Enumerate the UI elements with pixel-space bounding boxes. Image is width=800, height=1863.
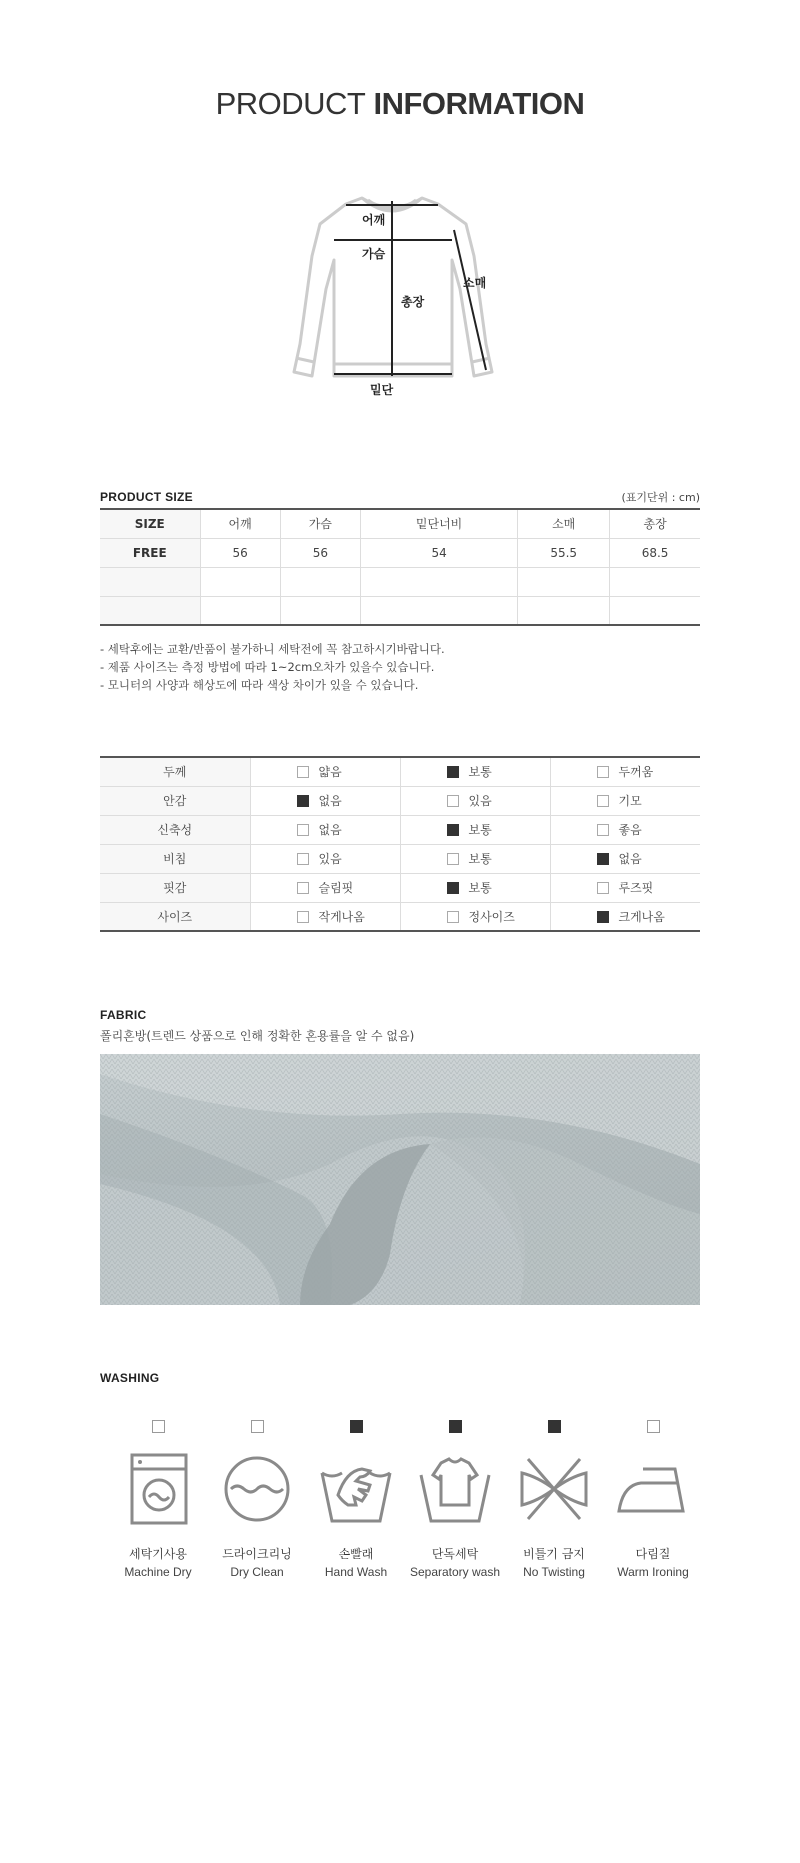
option-label: 있음 <box>468 794 492 808</box>
size-cell <box>200 567 280 596</box>
size-cell: 56 <box>200 538 280 567</box>
note-line: - 모니터의 사양과 해상도에 따라 색상 차이가 있을 수 있습니다. <box>100 678 419 692</box>
checkbox-checked <box>447 882 459 894</box>
note-line: - 세탁후에는 교환/반품이 불가하니 세탁전에 꼭 참고하시기바랍니다. <box>100 642 445 656</box>
option-label: 두꺼움 <box>618 765 654 780</box>
label-shoulder: 어깨 <box>362 213 386 227</box>
size-table-header <box>100 509 700 538</box>
size-cell <box>361 567 518 596</box>
wash-label-kr: 세탁기사용 <box>129 1547 187 1561</box>
size-notes <box>100 640 445 694</box>
option-label: 얇음 <box>318 765 342 780</box>
option-label: 보통 <box>468 823 492 837</box>
title-bold: INFORMATION <box>373 86 585 121</box>
size-cell: 55.5 <box>518 538 610 567</box>
wash-label-kr: 단독세탁 <box>431 1547 479 1561</box>
unit-note: (표기단위 : cm) <box>621 491 700 504</box>
wash-item-hand-wash <box>301 1420 411 1579</box>
machine-dry-icon <box>118 1451 198 1527</box>
property-option <box>250 815 400 844</box>
size-cell <box>100 596 200 625</box>
measurement-diagram <box>290 194 510 434</box>
size-header-cell: 어깨 <box>200 509 280 538</box>
table-row <box>100 902 700 931</box>
property-option <box>550 902 700 931</box>
table-row <box>100 757 700 786</box>
size-table <box>100 508 700 626</box>
property-option <box>550 815 700 844</box>
table-row <box>100 844 700 873</box>
size-cell <box>280 567 360 596</box>
property-option <box>550 844 700 873</box>
wash-label-kr: 드라이크리닝 <box>222 1547 292 1561</box>
size-header-cell: 밑단너비 <box>361 509 518 538</box>
wash-checkbox <box>647 1420 660 1433</box>
label-hem: 밑단 <box>370 383 394 397</box>
table-row <box>100 786 700 815</box>
wash-item-warm-ironing <box>598 1420 708 1579</box>
label-sleeve: 소매 <box>463 276 487 290</box>
size-header-cell: 소매 <box>518 509 610 538</box>
checkbox-unchecked <box>447 911 459 923</box>
table-row <box>100 815 700 844</box>
table-row <box>100 873 700 902</box>
option-label: 있음 <box>318 852 342 866</box>
property-option <box>250 873 400 902</box>
wash-label-en: Warm Ironing <box>617 1565 689 1579</box>
fabric-label: FABRIC <box>100 1008 147 1022</box>
page-title <box>0 86 800 122</box>
wash-label-kr: 다림질 <box>635 1547 671 1561</box>
option-label: 크게나옴 <box>618 909 665 924</box>
property-option <box>550 786 700 815</box>
sweater-illustration <box>290 194 510 434</box>
option-label: 슬림핏 <box>318 881 354 895</box>
property-option <box>550 757 700 786</box>
property-option <box>400 757 550 786</box>
washing-label: WASHING <box>100 1371 160 1385</box>
checkbox-checked <box>597 911 609 923</box>
property-option <box>250 757 400 786</box>
table-row <box>100 538 700 567</box>
property-option <box>550 873 700 902</box>
size-cell <box>518 596 610 625</box>
table-row <box>100 567 700 596</box>
property-label: 신축성 <box>100 815 250 844</box>
checkbox-unchecked <box>597 766 609 778</box>
option-label: 없음 <box>318 823 342 837</box>
size-cell <box>200 596 280 625</box>
wash-checkbox <box>548 1420 561 1433</box>
property-label: 사이즈 <box>100 902 250 931</box>
washing-instructions <box>103 1420 703 1580</box>
option-label: 보통 <box>468 852 492 866</box>
property-option <box>400 786 550 815</box>
properties-table <box>100 756 700 932</box>
checkbox-unchecked <box>297 911 309 923</box>
wash-label-en: Hand Wash <box>324 1565 388 1579</box>
checkbox-unchecked <box>297 882 309 894</box>
size-header-cell: 총장 <box>610 509 700 538</box>
property-option <box>250 844 400 873</box>
no-twisting-icon <box>514 1451 594 1527</box>
size-header-cell: 가슴 <box>280 509 360 538</box>
checkbox-unchecked <box>597 824 609 836</box>
property-option <box>400 815 550 844</box>
fabric-description: 폴리혼방(트렌드 상품으로 인해 정확한 혼용률을 알 수 없음) <box>100 1029 415 1043</box>
wash-item-separatory-wash <box>400 1420 510 1579</box>
fabric-image <box>100 1054 700 1305</box>
size-cell <box>518 567 610 596</box>
hand-wash-icon <box>316 1451 396 1527</box>
wash-checkbox <box>449 1420 462 1433</box>
wash-label-kr: 손빨래 <box>338 1547 374 1561</box>
size-cell: 68.5 <box>610 538 700 567</box>
checkbox-unchecked <box>297 824 309 836</box>
option-label: 기모 <box>618 794 642 808</box>
size-cell <box>610 567 700 596</box>
option-label: 보통 <box>468 881 492 895</box>
property-option <box>400 844 550 873</box>
size-cell <box>361 596 518 625</box>
label-length: 총장 <box>401 295 425 309</box>
table-row <box>100 596 700 625</box>
checkbox-unchecked <box>447 795 459 807</box>
size-cell <box>100 567 200 596</box>
checkbox-checked <box>447 824 459 836</box>
wash-label-kr: 비틀기 금지 <box>523 1547 585 1561</box>
wash-label-en: Dry Clean <box>230 1565 284 1579</box>
wash-item-machine-dry <box>103 1420 213 1579</box>
option-label: 보통 <box>468 765 492 780</box>
wash-item-dry-clean <box>202 1420 312 1579</box>
wash-checkbox <box>152 1420 165 1433</box>
option-label: 없음 <box>618 852 642 866</box>
checkbox-checked <box>297 795 309 807</box>
product-size-label: PRODUCT SIZE <box>100 490 193 504</box>
checkbox-unchecked <box>597 882 609 894</box>
note-line: - 제품 사이즈는 측정 방법에 따라 1~2cm오차가 있을수 있습니다. <box>100 660 435 674</box>
wash-checkbox <box>251 1420 264 1433</box>
label-chest: 가슴 <box>362 247 386 261</box>
option-label: 없음 <box>318 794 342 808</box>
property-option <box>400 902 550 931</box>
wash-checkbox <box>350 1420 363 1433</box>
property-label: 핏감 <box>100 873 250 902</box>
property-option <box>400 873 550 902</box>
checkbox-checked <box>597 853 609 865</box>
warm-ironing-icon <box>613 1451 693 1527</box>
property-option <box>250 786 400 815</box>
property-label: 두께 <box>100 757 250 786</box>
option-label: 좋음 <box>618 823 642 837</box>
wash-label-en: Separatory wash <box>409 1565 501 1579</box>
title-light: PRODUCT <box>215 86 366 121</box>
option-label: 정사이즈 <box>468 909 515 924</box>
checkbox-unchecked <box>447 853 459 865</box>
checkbox-checked <box>447 766 459 778</box>
size-cell <box>280 596 360 625</box>
option-label: 작게나옴 <box>318 909 365 924</box>
checkbox-unchecked <box>297 766 309 778</box>
size-cell: 56 <box>280 538 360 567</box>
option-label: 루즈핏 <box>618 881 654 895</box>
wash-item-no-twisting <box>499 1420 609 1579</box>
size-header-cell: SIZE <box>100 509 200 538</box>
property-option <box>250 902 400 931</box>
checkbox-unchecked <box>297 853 309 865</box>
size-cell: FREE <box>100 538 200 567</box>
size-cell <box>610 596 700 625</box>
separatory-wash-icon <box>415 1451 495 1527</box>
wash-label-en: No Twisting <box>523 1565 585 1579</box>
property-label: 안감 <box>100 786 250 815</box>
property-label: 비침 <box>100 844 250 873</box>
dry-clean-icon <box>217 1451 297 1527</box>
size-cell: 54 <box>361 538 518 567</box>
checkbox-unchecked <box>597 795 609 807</box>
wash-label-en: Machine Dry <box>124 1565 192 1579</box>
